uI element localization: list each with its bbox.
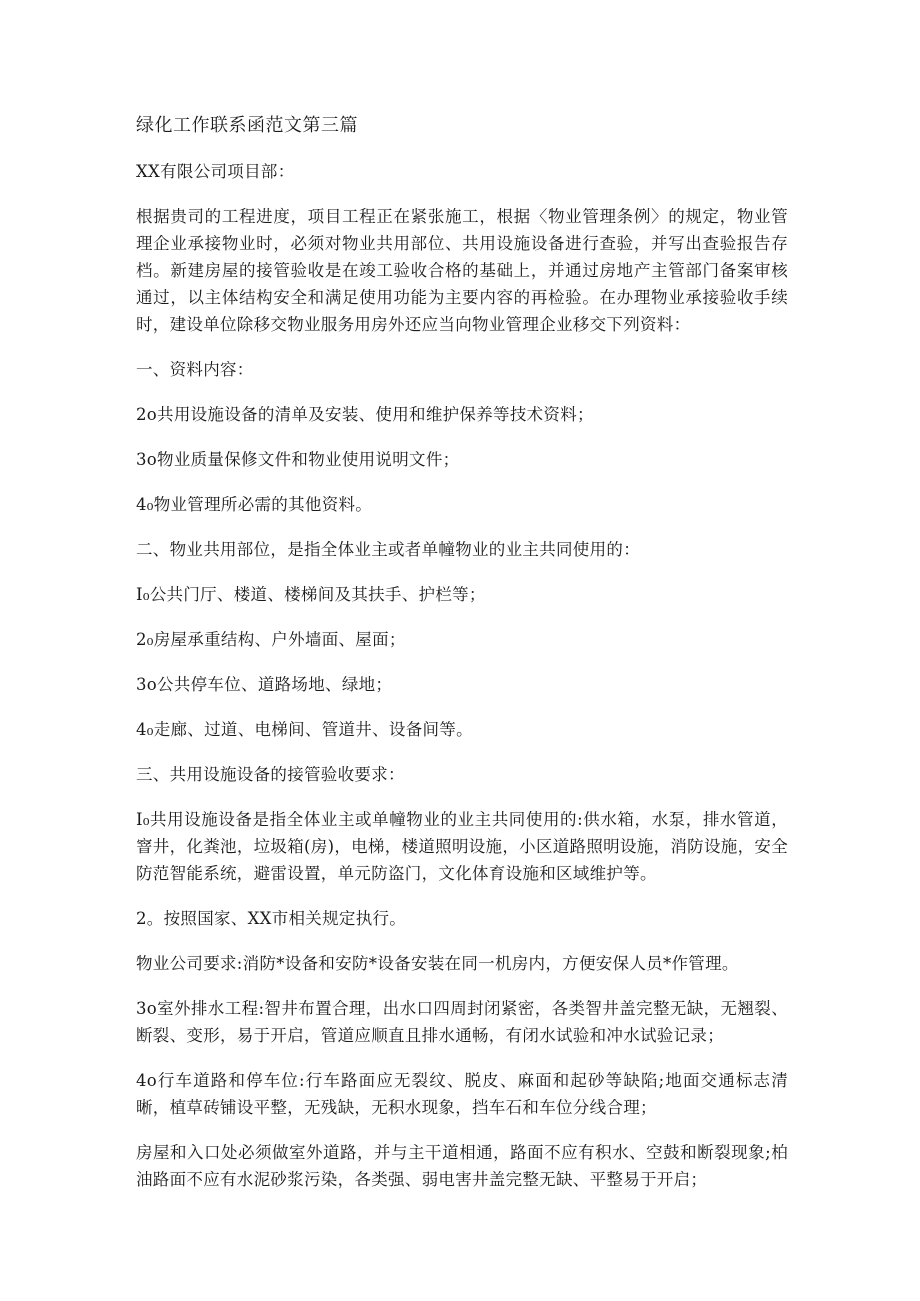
paragraph-roads: 房屋和入口处必须做室外道路，并与主干道相通，路面不应有积水、空鼓和断裂现象;柏油路面不应有水泥砂浆污染，各类强、弱电害井盖完整无缺、平整易于开启； [136, 1143, 788, 1189]
requirement-note: 物业公司要求:消防*设备和安防*设备安装在同一机房内，方便安保人员*作管理。 [136, 954, 739, 973]
section-heading-3: 三、共用设施设备的接管验收要求： [136, 765, 405, 784]
list-item: 3o室外排水工程:智井布置合理，出水口四周封闭紧密，各类智井盖完整无缺，无翘裂、断裂、变形，易于开启，管道应顺直且排水通畅，有闭水试验和冲水试验记录； [136, 999, 788, 1045]
list-item: 4₀物业管理所必需的其他资料。 [136, 495, 373, 514]
list-item: 4o行车道路和停车位:行车路面应无裂纹、脱皮、麻面和起砂等缺陷;地面交通标志清晰，植草砖铺设平整，无残缺，无积水现象，挡车石和车位分线合理； [136, 1071, 788, 1117]
list-item: I₀共用设施设备是指全体业主或单幢物业的业主共同使用的:供水箱，水泵，排水管道，窨井，化粪池，垃圾箱(房)，电梯，楼道照明设施，小区道路照明设施，消防设施，安全防范智能系统，避雷设置，单元防盗门，文化体育设施和区域维护等。 [136, 810, 788, 883]
paragraph-intro: 根据贵司的工程进度，项目工程正在紧张施工，根据〈物业管理条例〉的规定，物业管理企业承接物业时，必须对物业共用部位、共用设施设备进行查验，并写出查验报告存档。新建房屋的接管验收是在竣工验收合格的基础上，并通过房地产主管部门备案审核通过，以主体结构安全和满足使用功能为主要内容的再检验。在办理物业承接验收手续时，建设单位除移交物业服务用房外还应当向物业管理企业移交下列资料： [136, 207, 788, 334]
document-body [136, 112, 788, 1211]
list-item: 2o共用设施设备的清单及安装、使用和维护保养等技术资料； [136, 405, 594, 424]
list-item: 3o物业质量保修文件和物业使用说明文件； [136, 450, 460, 469]
section-heading-1: 一、资料内容： [136, 360, 254, 379]
document-title: 绿化工作联系函范文第三篇 [136, 115, 358, 136]
list-item: 4₀走廊、过道、电梯间、管道井、设备间等。 [136, 720, 473, 739]
list-item: 2。按照国家、XX市相关规定执行。 [136, 909, 407, 928]
section-heading-2: 二、物业共用部位，是指全体业主或者单幢物业的业主共同使用的： [136, 540, 640, 559]
list-item: 3o公共停车位、道路场地、绿地； [136, 675, 393, 694]
list-item: 2₀房屋承重结构、户外墙面、屋面； [136, 630, 406, 649]
paragraph-recipient: XX有限公司项目部： [136, 162, 295, 181]
list-item: I₀公共门厅、楼道、楼梯间及其扶手、护栏等； [136, 585, 486, 604]
